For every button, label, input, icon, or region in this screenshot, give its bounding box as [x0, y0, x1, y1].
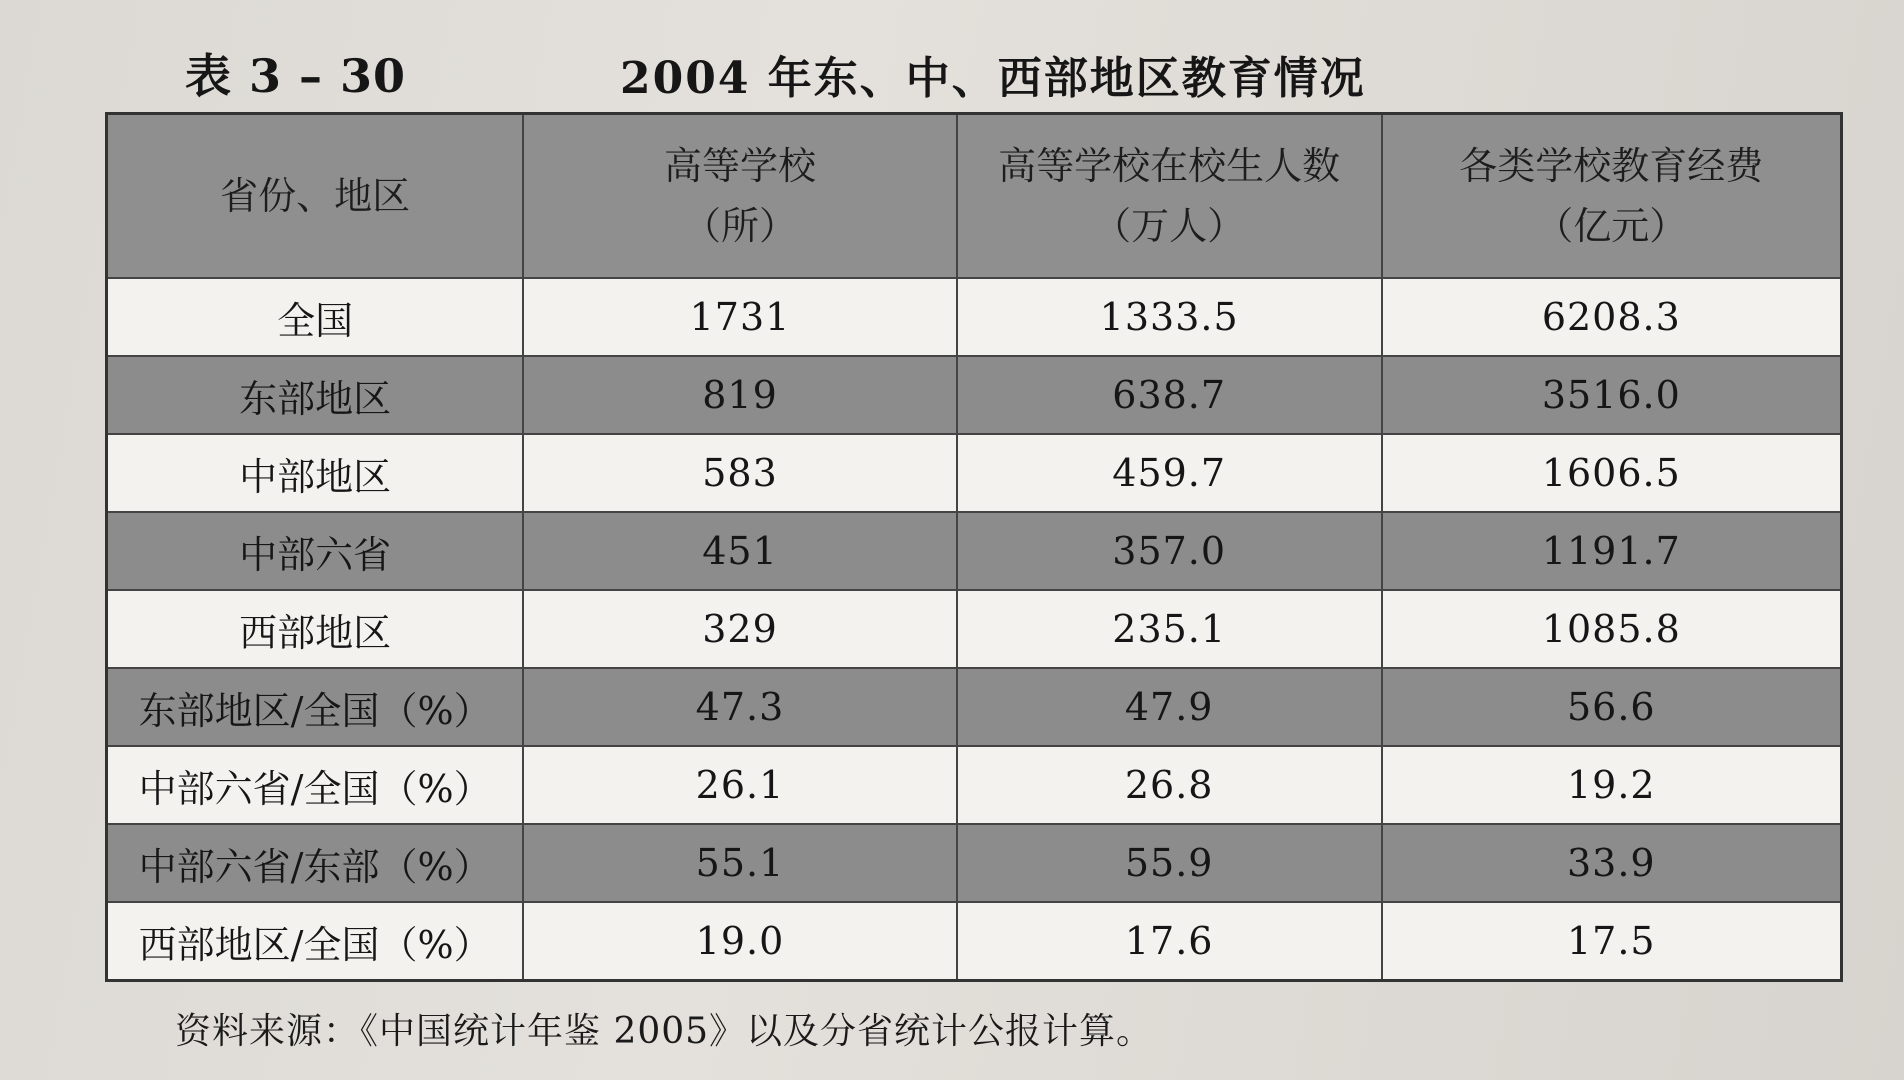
cell-funding: 56.6 — [1382, 668, 1842, 746]
header-colleges-unit: （所） — [682, 204, 797, 248]
row-label: 西部地区/全国（%） — [107, 902, 524, 980]
cell-funding: 3516.0 — [1382, 356, 1842, 434]
cell-students: 26.8 — [957, 746, 1382, 824]
header-colleges — [523, 114, 957, 279]
education-table-container — [105, 112, 1843, 982]
cell-colleges: 329 — [523, 590, 957, 668]
source-note: 资料来源：《中国统计年鉴 2005》以及分省统计公报计算。 — [175, 1011, 1154, 1052]
table-row — [107, 434, 1842, 512]
row-label: 全国 — [107, 278, 524, 356]
table-code: 表 3 – 30 — [185, 49, 407, 103]
cell-students: 235.1 — [957, 590, 1382, 668]
header-funding — [1382, 114, 1842, 279]
cell-colleges: 1731 — [523, 278, 957, 356]
cell-students: 1333.5 — [957, 278, 1382, 356]
cell-colleges: 26.1 — [523, 746, 957, 824]
table-row — [107, 668, 1842, 746]
header-region — [107, 114, 524, 279]
header-colleges-label: 高等学校 — [663, 144, 816, 188]
cell-students: 55.9 — [957, 824, 1382, 902]
cell-colleges: 583 — [523, 434, 957, 512]
cell-colleges: 819 — [523, 356, 957, 434]
table-title: 2004 年东、中、西部地区教育情况 — [620, 53, 1366, 104]
table-row — [107, 746, 1842, 824]
row-label: 中部六省/东部（%） — [107, 824, 524, 902]
row-label: 东部地区/全国（%） — [107, 668, 524, 746]
header-students-unit: （万人） — [1093, 204, 1246, 248]
cell-funding: 1191.7 — [1382, 512, 1842, 590]
row-label: 西部地区 — [107, 590, 524, 668]
cell-students: 47.9 — [957, 668, 1382, 746]
cell-funding: 17.5 — [1382, 902, 1842, 980]
row-label: 中部六省/全国（%） — [107, 746, 524, 824]
table-header-row — [107, 114, 1842, 279]
cell-funding: 19.2 — [1382, 746, 1842, 824]
row-label: 中部地区 — [107, 434, 524, 512]
table-row — [107, 590, 1842, 668]
cell-colleges: 19.0 — [523, 902, 957, 980]
table-row — [107, 278, 1842, 356]
table-row — [107, 512, 1842, 590]
cell-funding: 1085.8 — [1382, 590, 1842, 668]
education-table — [105, 112, 1843, 982]
row-label: 东部地区 — [107, 356, 524, 434]
header-funding-unit: （亿元） — [1535, 204, 1688, 248]
cell-students: 357.0 — [957, 512, 1382, 590]
table-row — [107, 824, 1842, 902]
cell-funding: 1606.5 — [1382, 434, 1842, 512]
cell-colleges: 451 — [523, 512, 957, 590]
cell-students: 638.7 — [957, 356, 1382, 434]
cell-funding: 6208.3 — [1382, 278, 1842, 356]
cell-funding: 33.9 — [1382, 824, 1842, 902]
cell-colleges: 47.3 — [523, 668, 957, 746]
cell-students: 459.7 — [957, 434, 1382, 512]
header-students — [957, 114, 1382, 279]
table-row — [107, 356, 1842, 434]
cell-colleges: 55.1 — [523, 824, 957, 902]
header-students-label: 高等学校在校生人数 — [998, 144, 1341, 188]
cell-students: 17.6 — [957, 902, 1382, 980]
header-region-label: 省份、地区 — [220, 174, 411, 218]
row-label: 中部六省 — [107, 512, 524, 590]
header-funding-label: 各类学校教育经费 — [1459, 144, 1764, 188]
table-row — [107, 902, 1842, 980]
